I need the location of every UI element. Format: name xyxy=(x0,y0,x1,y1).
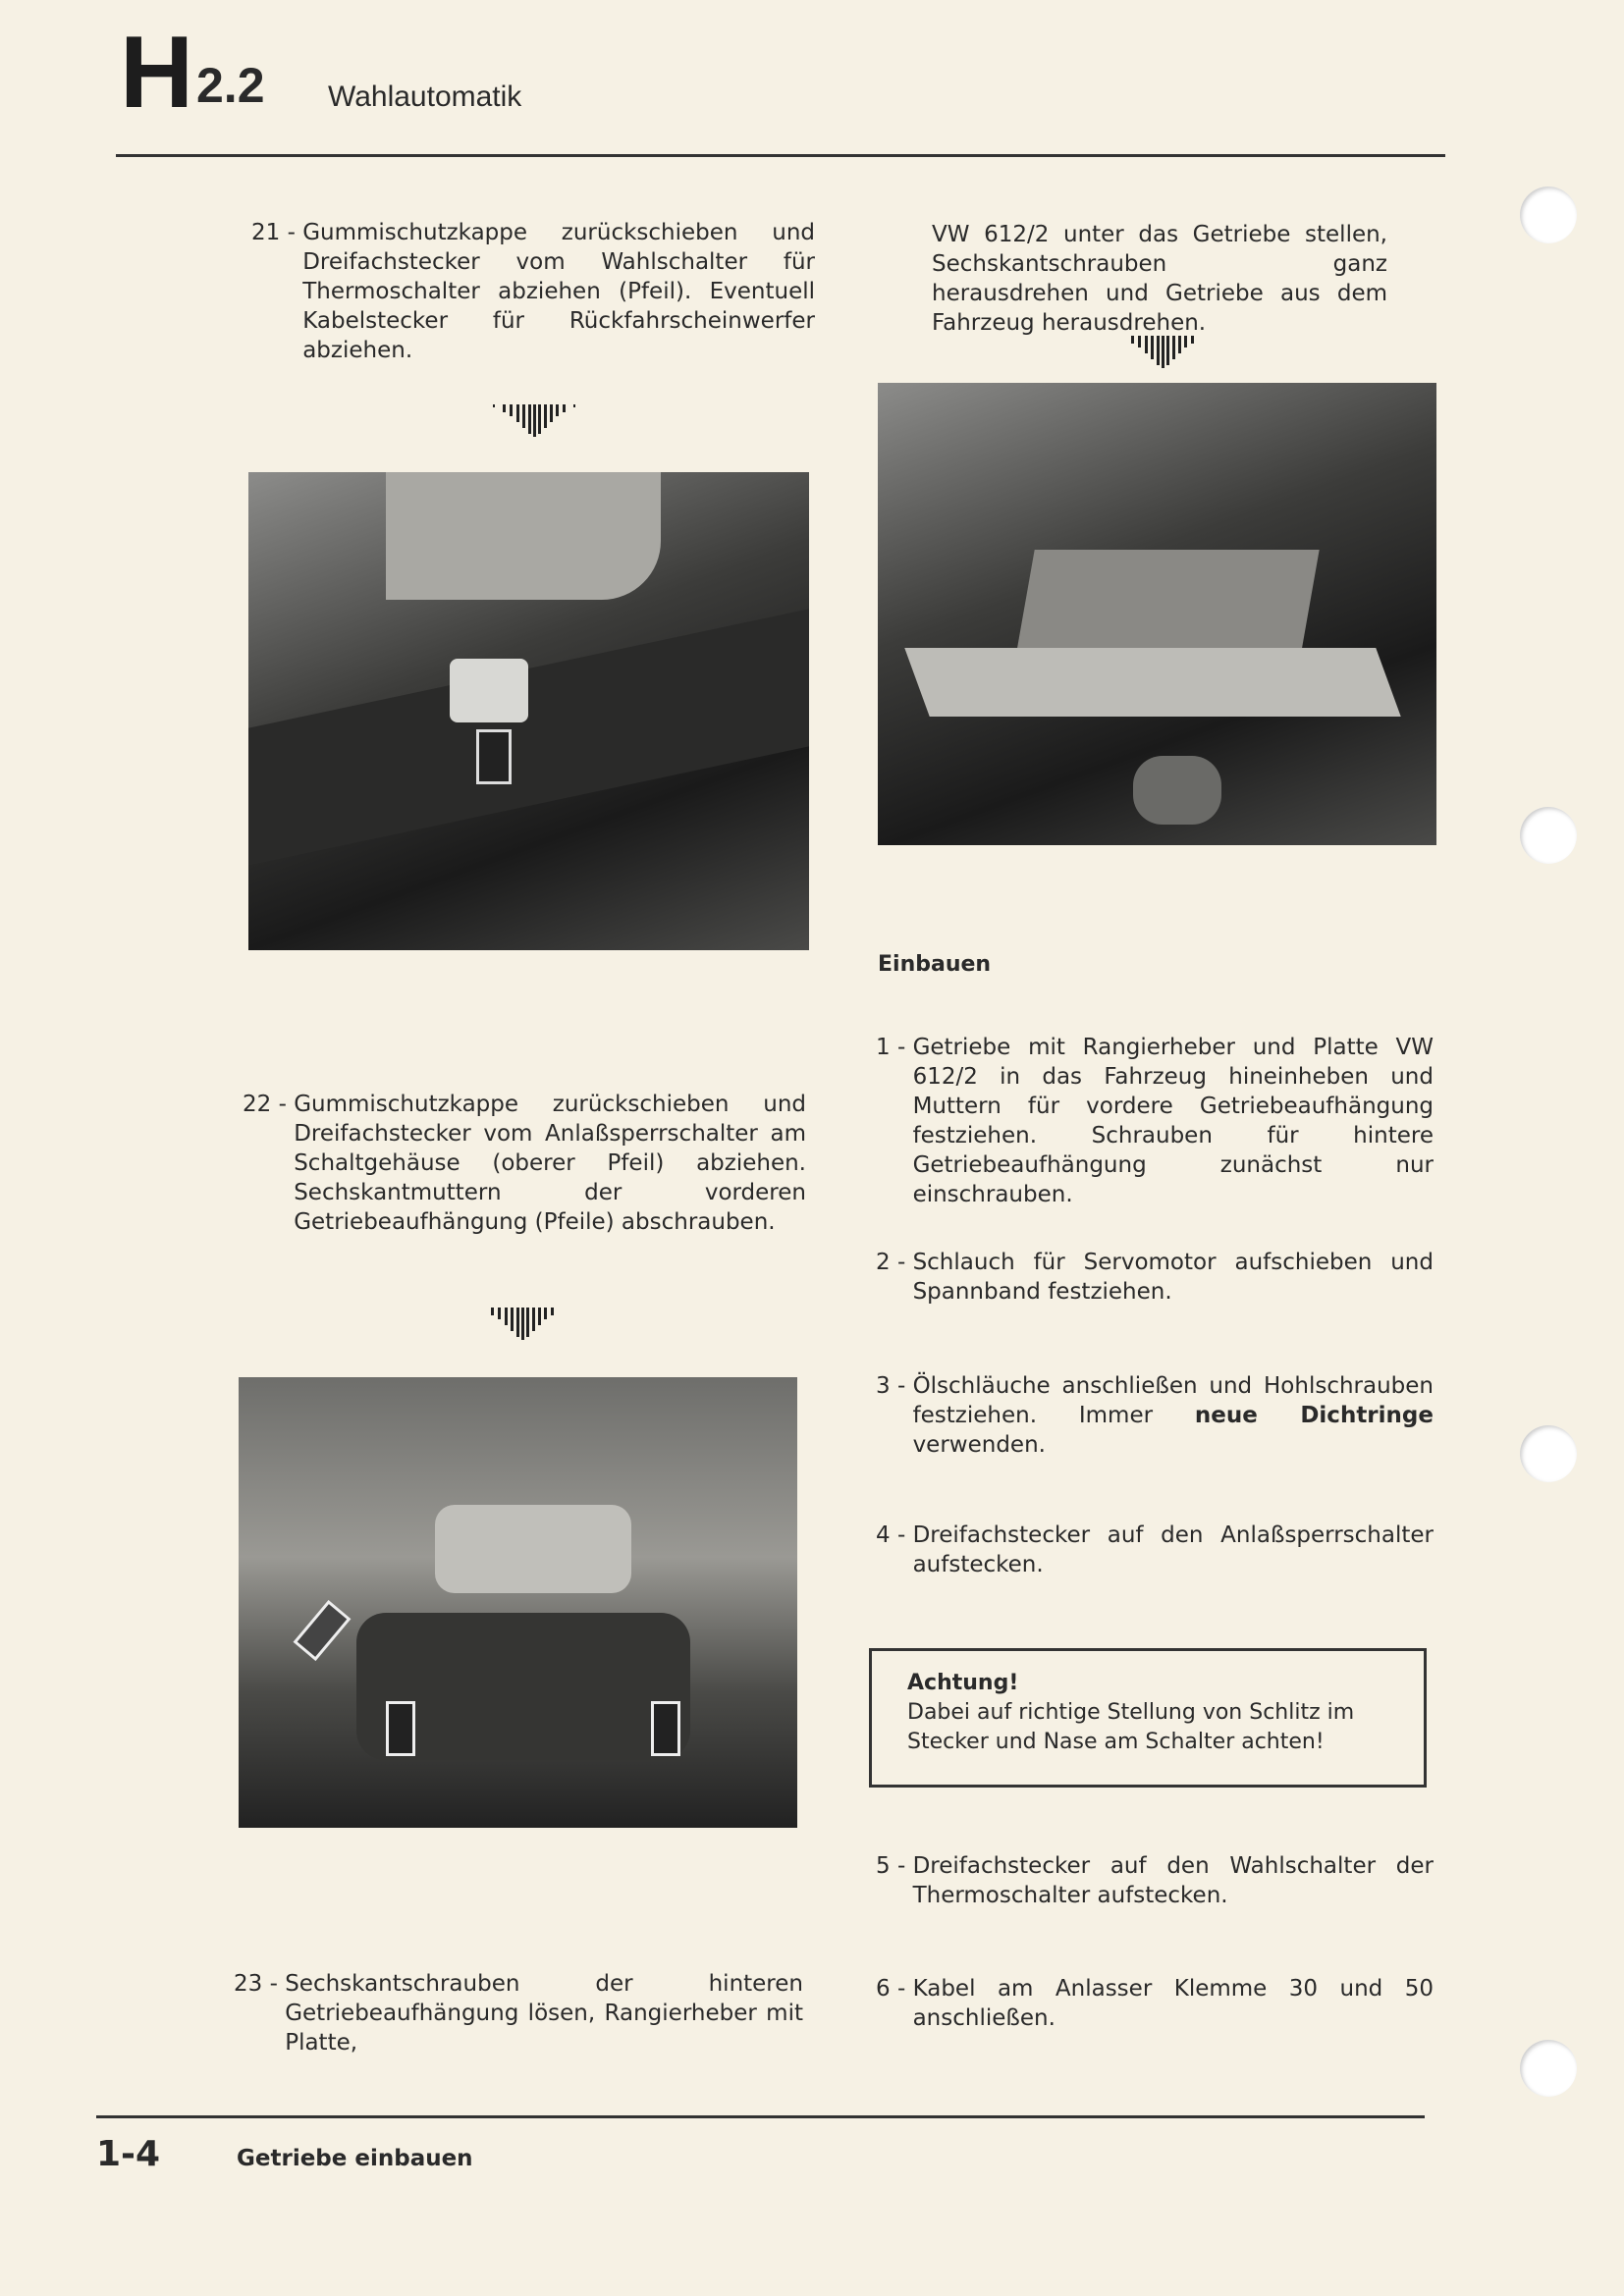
step-2 xyxy=(876,1248,1434,1307)
step-number: 6 - xyxy=(876,1976,913,2002)
step-number: 21 - xyxy=(251,220,303,245)
header-rule xyxy=(116,154,1445,157)
step-3 xyxy=(876,1371,1434,1460)
punch-hole xyxy=(1520,807,1577,864)
step-text: Gummischutzkappe zurückschieben und Dreifachstecker vom Wahlschalter für Thermoschalter abziehen (Pfeil). Eventuell Kabelstecker für Rückfahrscheinwerfer abziehen. xyxy=(302,220,815,363)
step-text: Getriebe mit Rangierheber und Platte VW 612/2 in das Fahrzeug hineinheben und Muttern für vordere Getriebeaufhängung festziehen. Schrauben für hintere Getriebeaufhängung zunächst nur einschrauben. xyxy=(912,1035,1434,1207)
step-text: Schlauch für Servomotor aufschieben und Spannband festziehen. xyxy=(912,1250,1434,1305)
step-text: VW 612/2 unter das Getriebe stellen, Sechskantschrauben ganz herausdrehen und Getriebe aus dem Fahrzeug herausdrehen. xyxy=(932,222,1387,336)
footer-rule xyxy=(96,2115,1425,2118)
punch-hole xyxy=(1520,1425,1577,1482)
photo-front-mount xyxy=(239,1377,797,1828)
step-number: 5 - xyxy=(876,1853,913,1879)
step-text-emphasis: neue Dichtringe xyxy=(1194,1403,1434,1428)
step-text: Dreifachstecker auf den Wahlschalter der Thermoschalter aufstecken. xyxy=(912,1853,1434,1908)
down-arrow-icon xyxy=(1111,334,1214,369)
step-text: Kabel am Anlasser Klemme 30 und 50 anschließen. xyxy=(912,1976,1434,2031)
step-text xyxy=(913,1371,1434,1460)
page-number: 1-4 xyxy=(96,2134,161,2174)
section-letter: H xyxy=(120,16,194,130)
arrow-indicator-icon xyxy=(294,1600,352,1661)
note-text: Dabei auf richtige Stellung von Schlitz im Stecker und Nase am Schalter achten! xyxy=(907,1700,1355,1754)
step-intro xyxy=(932,220,1387,338)
step-number: 4 - xyxy=(876,1522,913,1548)
step-23 xyxy=(234,1969,803,2057)
step-text: Gummischutzkappe zurückschieben und Dreifachstecker vom Anlaßsperrschalter am Schaltgehäuse (oberer Pfeil) abziehen. Sechskantmuttern der vorderen Getriebeaufhängung (Pfeile) abschrauben. xyxy=(294,1092,806,1235)
footer-title: Getriebe einbauen xyxy=(237,2146,473,2171)
step-4 xyxy=(876,1521,1434,1579)
photo-thermoswitch-connector xyxy=(248,472,809,950)
step-text-part: Ölschläuche anschließen und Hohlschrauben festziehen. Immer xyxy=(912,1373,1434,1428)
section-number: 2.2 xyxy=(196,58,265,113)
punch-hole xyxy=(1520,187,1577,243)
step-number: 22 - xyxy=(243,1092,295,1117)
step-number: 1 - xyxy=(876,1035,913,1060)
photo-gearbox-on-jack xyxy=(878,383,1436,845)
step-number: 23 - xyxy=(234,1971,286,1997)
step-6 xyxy=(876,1974,1434,2033)
step-text: Sechskantschrauben der hinteren Getriebeaufhängung lösen, Rangierheber mit Platte, xyxy=(285,1971,803,2056)
page-title: Wahlautomatik xyxy=(328,80,522,113)
step-21 xyxy=(251,218,815,365)
note-title: Achtung! xyxy=(907,1671,1019,1695)
step-text: Dreifachstecker auf den Anlaßsperrschalter aufstecken. xyxy=(912,1522,1434,1577)
warning-note xyxy=(869,1648,1427,1788)
arrow-indicator-icon xyxy=(386,1701,415,1756)
punch-hole xyxy=(1520,2040,1577,2097)
down-arrow-icon xyxy=(483,402,585,438)
step-number: 3 - xyxy=(876,1373,913,1399)
down-arrow-icon xyxy=(471,1306,573,1341)
step-5 xyxy=(876,1851,1434,1910)
step-22 xyxy=(243,1090,806,1237)
step-1 xyxy=(876,1033,1434,1209)
step-number: 2 - xyxy=(876,1250,913,1275)
section-heading: Einbauen xyxy=(878,952,992,977)
arrow-indicator-icon xyxy=(476,729,512,784)
arrow-indicator-icon xyxy=(651,1701,680,1756)
step-text-part: verwenden. xyxy=(912,1432,1046,1458)
